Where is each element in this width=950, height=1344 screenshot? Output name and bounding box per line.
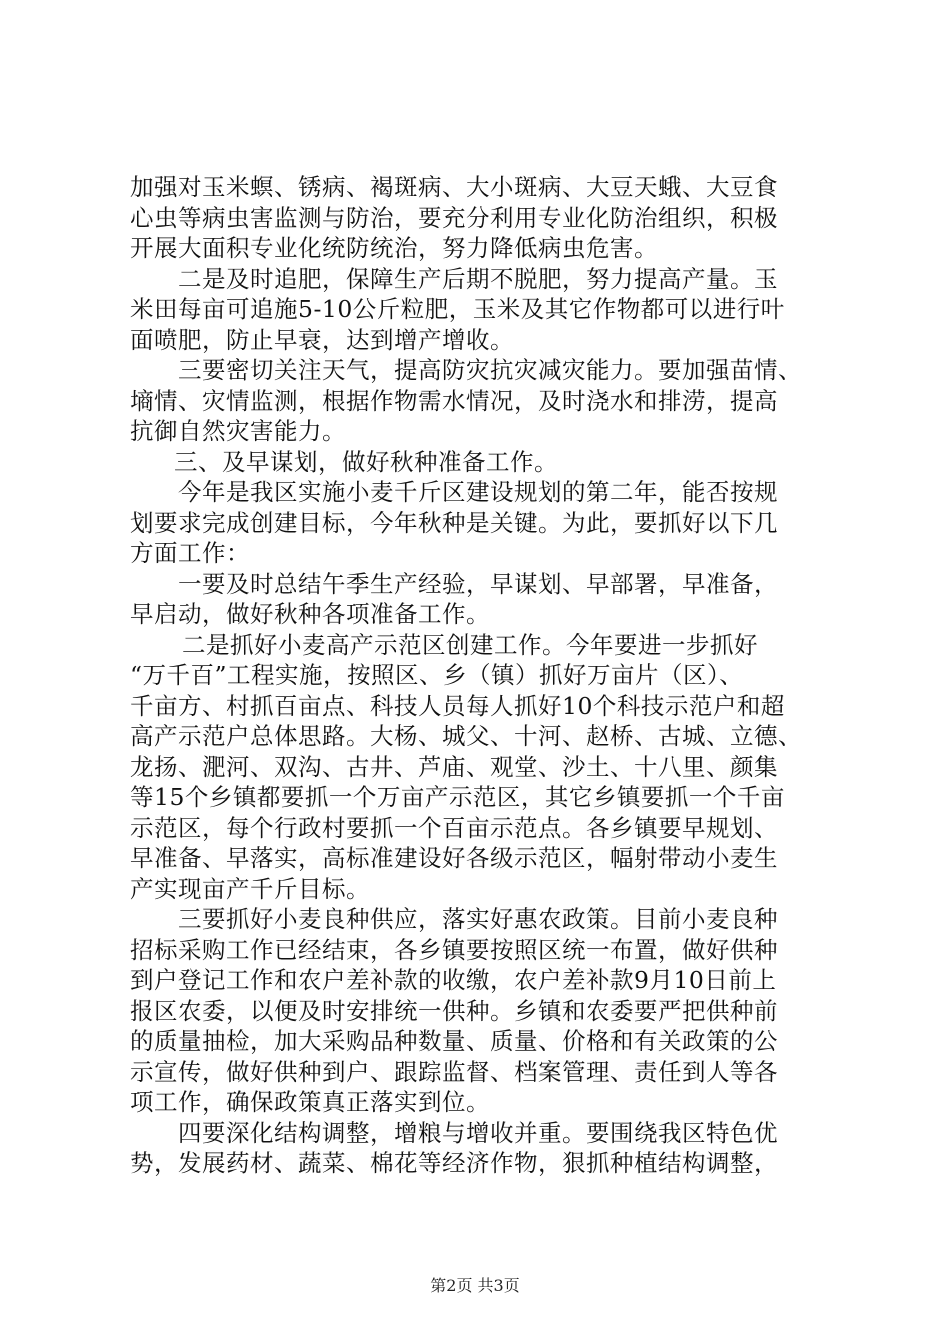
paragraph-start-line: 一要及时总结午季生产经验，早谋划、早部署，早准备，: [178, 569, 778, 598]
text-line: 等15个乡镇都要抓一个万亩产示范区，其它乡镇要抓一个千亩: [130, 783, 785, 811]
paragraph-start-line: 三要抓好小麦良种供应，落实好惠农政策。目前小麦良种: [178, 905, 778, 933]
text-line: 示宣传，做好供种到户、跟踪监督、档案管理、责任到人等各: [130, 1057, 778, 1086]
text-line: 招标采购工作已经结束，各乡镇要按照区统一布置，做好供种: [130, 935, 778, 964]
text-line: 龙扬、淝河、双沟、古井、芦庙、观堂、沙土、十八里、颜集: [130, 752, 778, 781]
paragraph-start-line: 二是及时追肥，保障生产后期不脱肥，努力提高产量。玉: [178, 264, 778, 293]
text-line: 示范区，每个行政村要抓一个百亩示范点。各乡镇要早规划、: [130, 813, 778, 842]
text-line: 开展大面积专业化统防统治，努力降低病虫危害。: [130, 234, 658, 262]
text-line: 早启动，做好秋种各项准备工作。: [130, 600, 490, 628]
paragraph-start-line: 二是抓好小麦高产示范区创建工作。今年要进一步抓好: [182, 630, 758, 659]
body-text: [130, 172, 826, 1179]
page-footer: [0, 1276, 950, 1296]
text-line: 的质量抽检，加大采购品种数量、质量、价格和有关政策的公: [130, 1027, 778, 1055]
text-line: 到户登记工作和农户差补款的收缴，农户差补款9月10日前上: [130, 966, 777, 994]
text-line: 心虫等病虫害监测与防治，要充分利用专业化防治组织，积极: [130, 203, 778, 232]
text-line: 产实现亩产千斤目标。: [130, 874, 370, 903]
text-line: “万千百”工程实施，按照区、乡（镇）抓好万亩片（区）、: [130, 661, 744, 689]
text-line: 面喷肥，防止早衰，达到增产增收。: [130, 325, 514, 354]
text-line: 划要求完成创建目标，今年秋种是关键。为此，要抓好以下几: [130, 508, 778, 537]
page-indicator: 第2页 共3页: [430, 1276, 520, 1295]
paragraph-start-line: 今年是我区实施小麦千斤区建设规划的第二年，能否按规: [178, 478, 778, 506]
text-line: 米田每亩可追施5-10公斤粒肥，玉米及其它作物都可以进行叶: [130, 295, 785, 323]
text-line: 势，发展药材、蔬菜、棉花等经济作物，狠抓种植结构调整，: [130, 1149, 778, 1177]
text-line: 千亩方、村抓百亩点、科技人员每人抓好10个科技示范户和超: [130, 691, 785, 720]
paragraph-start-line: 四要深化结构调整，增粮与增收并重。要围绕我区特色优: [178, 1118, 778, 1147]
text-line: 加强对玉米螟、锈病、褐斑病、大小斑病、大豆天蛾、大豆食: [130, 173, 778, 201]
text-line: 墒情、灾情监测，根据作物需水情况，及时浇水和排涝，提高: [130, 386, 778, 415]
text-line: 高产示范户总体思路。大杨、城父、十河、赵桥、古城、立德、: [130, 722, 802, 750]
text-line: 项工作，确保政策真正落实到位。: [130, 1088, 490, 1116]
text-line: 方面工作：: [130, 539, 250, 567]
section-heading: 三、及早谋划，做好秋种准备工作。: [174, 447, 558, 476]
paragraph-start-line: 三要密切关注天气，提高防灾抗灾减灾能力。要加强苗情、: [178, 356, 802, 384]
text-line: 抗御自然灾害能力。: [130, 417, 346, 445]
text-line: 早准备、早落实，高标准建设好各级示范区，幅射带动小麦生: [130, 844, 778, 872]
text-line: 报区农委，以便及时安排统一供种。乡镇和农委要严把供种前: [130, 996, 778, 1025]
